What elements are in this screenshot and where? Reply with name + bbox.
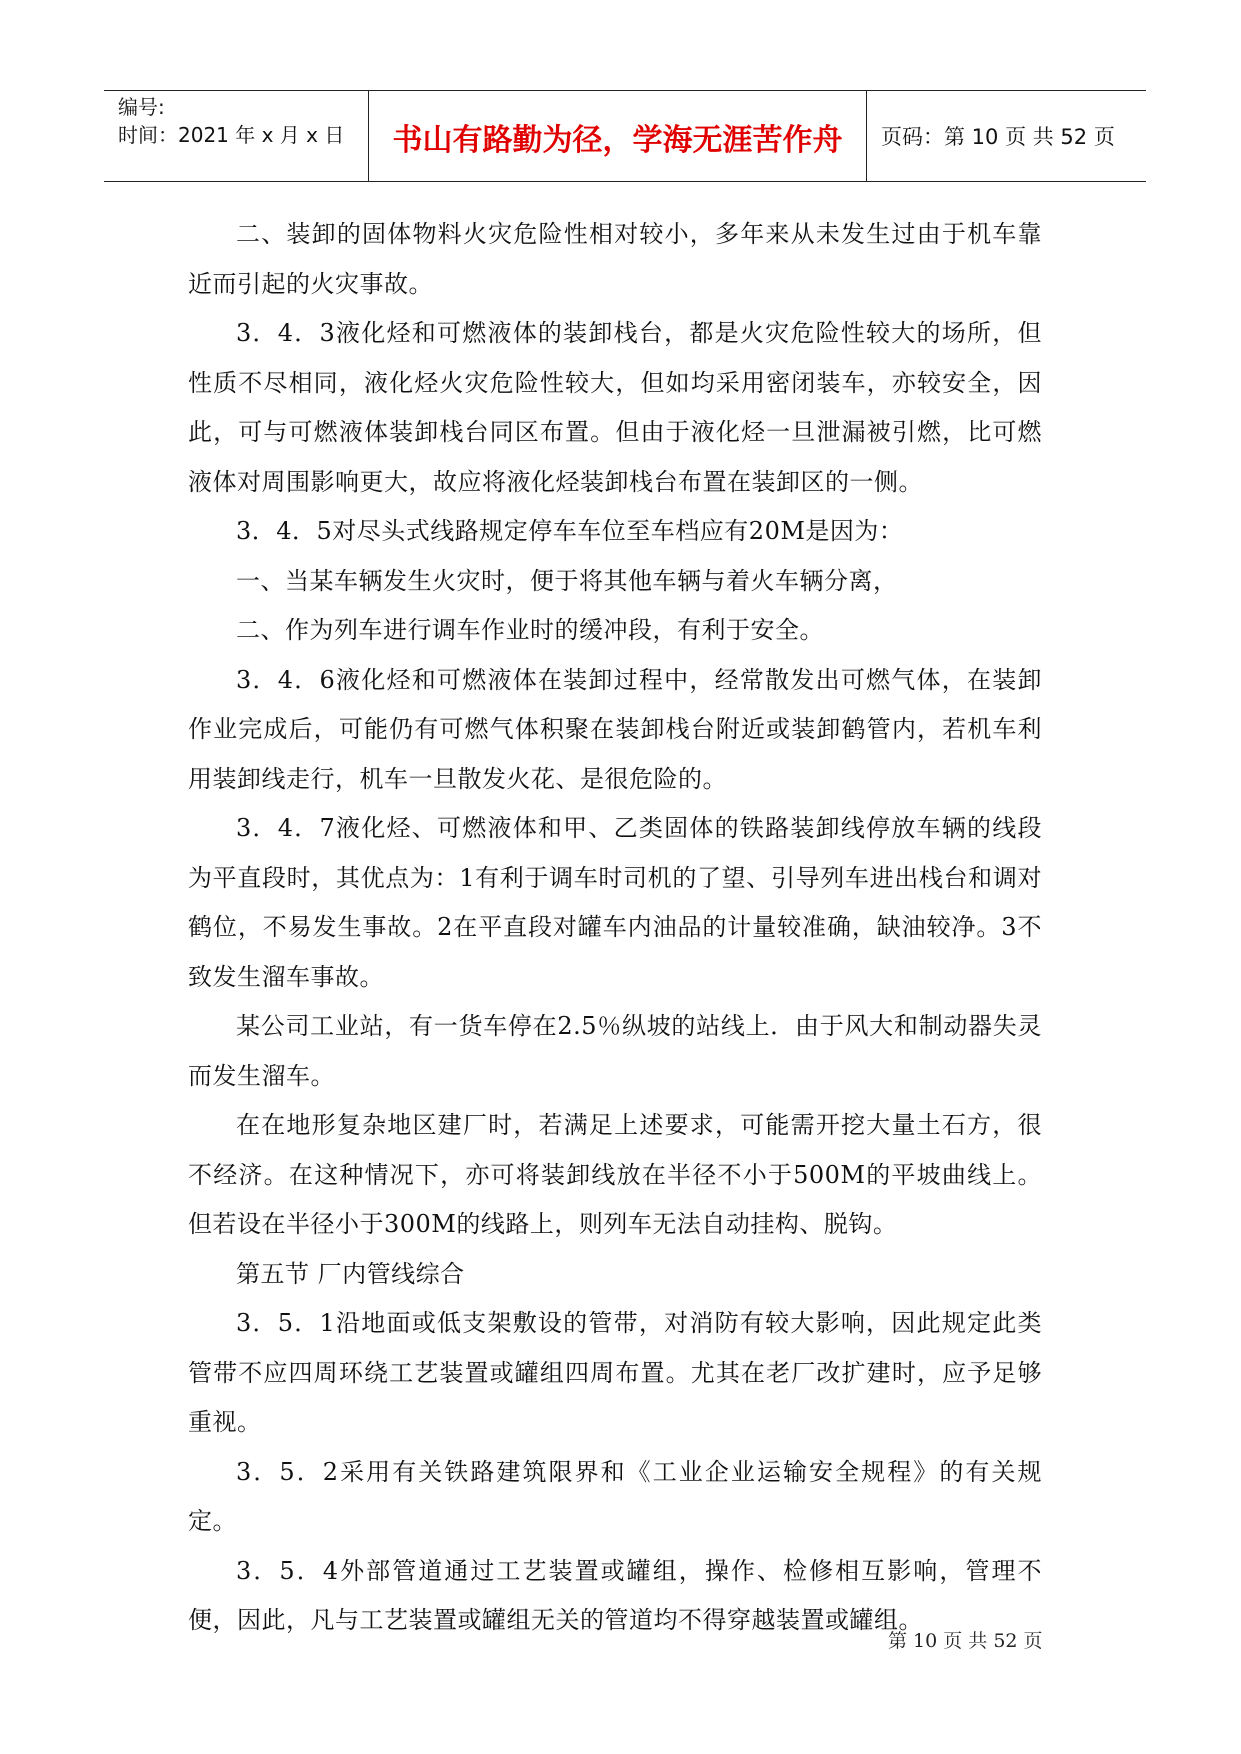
page-footer — [888, 1626, 1043, 1653]
paragraph: 二、装卸的固体物料火灾危险性相对较小，多年来从未发生过由于机车靠近而引起的火灾事故。 — [188, 220, 1042, 298]
document-body — [188, 210, 1042, 1646]
paragraph: 3．4．3液化烃和可燃液体的装卸栈台，都是火灾危险性较大的场所，但性质不尽相同，液化烃火灾危险性较大，但如均采用密闭装车，亦较安全，因此，可与可燃液体装卸栈台同区布置。但由于液化烃一旦泄漏被引燃，比可燃液体对周围影响更大，故应将液化烃装卸栈台布置在装卸区的一侧。 — [188, 319, 1042, 496]
paragraph: 3．5．2采用有关铁路建筑限界和《工业企业运输安全规程》的有关规定。 — [188, 1457, 1042, 1535]
paragraph: 二、作为列车进行调车作业时的缓冲段，有利于安全。 — [236, 616, 824, 644]
paragraph: 3．5．4外部管道通过工艺装置或罐组，操作、检修相互影响，管理不便，因此，凡与工艺装置或罐组无关的管道均不得穿越装置或罐组。 — [188, 1556, 1042, 1634]
motto-text: 书山有路勤为径，学海无涯苦作舟 — [392, 123, 843, 158]
footer-page-number: 第 10 页 共 52 页 — [888, 1630, 1043, 1652]
number-label: 编号: — [118, 95, 165, 119]
section-heading: 第五节 厂内管线综合 — [236, 1259, 465, 1288]
document-header — [104, 90, 1146, 182]
time-label: 时间：2021 年 x 月 x 日 — [118, 123, 345, 147]
paragraph: 3．4．6液化烃和可燃液体在装卸过程中，经常散发出可燃气体，在装卸作业完成后，可能仍有可燃气体积聚在装卸栈台附近或装卸鹤管内，若机车利用装卸线走行，机车一旦散发火花、是很危险的。 — [188, 665, 1042, 793]
paragraph: 某公司工业站，有一货车停在2.5％纵坡的站线上．由于风大和制动器失灵而发生溜车。 — [188, 1012, 1042, 1090]
header-meta — [104, 91, 369, 181]
header-motto — [369, 91, 867, 181]
page-code-text: 页码：第 10 页 共 52 页 — [881, 125, 1115, 149]
paragraph: 3．4．7液化烃、可燃液体和甲、乙类固体的铁路装卸线停放车辆的线段为平直段时，其优点为：1有利于调车时司机的了望、引导列车进出栈台和调对鹤位，不易发生事故。2在平直段对罐车内油品的计量较准确，缺油较净。3不致发生溜车事故。 — [188, 814, 1042, 991]
header-page-code — [867, 91, 1146, 181]
paragraph: 在在地形复杂地区建厂时，若满足上述要求，可能需开挖大量土石方，很不经济。在这种情况下，亦可将装卸线放在半径不小于500M的平坡曲线上。但若设在半径小于300M的线路上，则列车无法自动挂构、脱钩。 — [188, 1111, 1042, 1238]
paragraph: 3．5．1沿地面或低支架敷设的管带，对消防有较大影响，因此规定此类管带不应四周环绕工艺装置或罐组四周布置。尤其在老厂改扩建时，应予足够重视。 — [188, 1309, 1042, 1436]
paragraph: 一、当某车辆发生火灾时，便于将其他车辆与着火车辆分离， — [236, 566, 898, 595]
paragraph: 3．4．5对尽头式线路规定停车车位至车档应有20M是因为： — [236, 517, 904, 545]
